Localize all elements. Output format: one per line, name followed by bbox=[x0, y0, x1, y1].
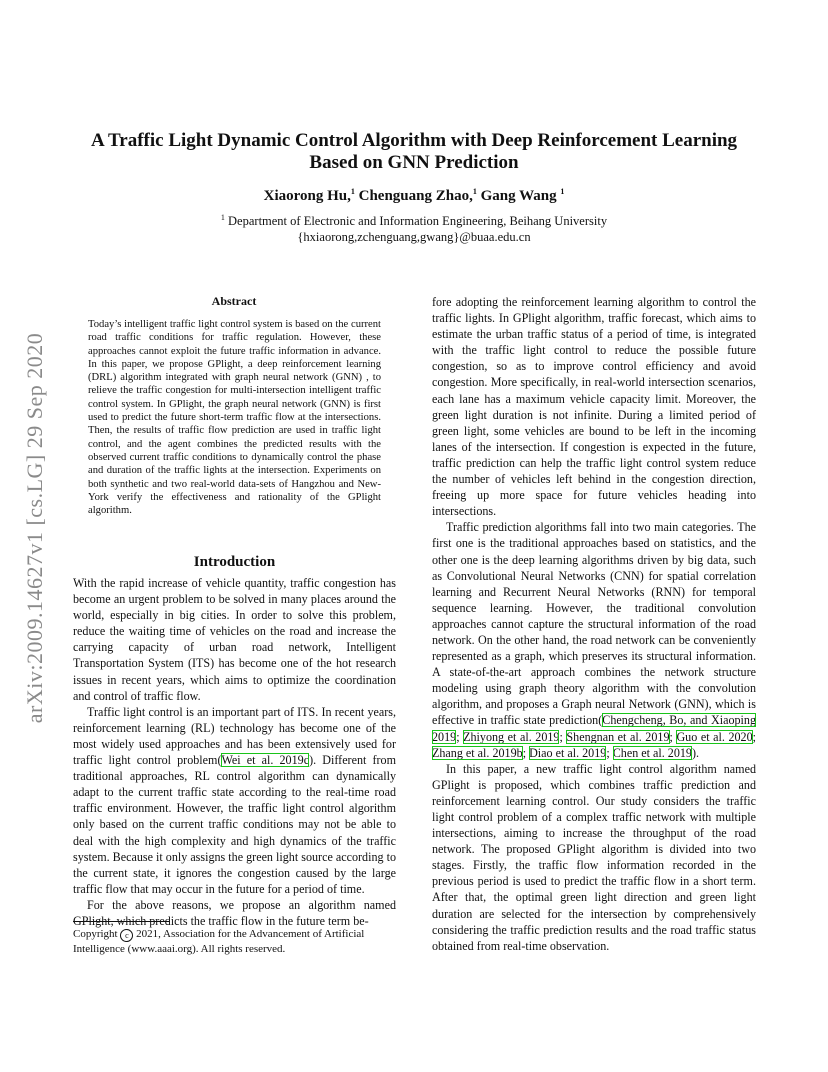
title-line-2: Based on GNN Prediction bbox=[309, 152, 519, 173]
citation-link[interactable]: Guo et al. 2020 bbox=[676, 729, 753, 744]
citation-link[interactable]: Shengnan et al. 2019 bbox=[566, 729, 670, 744]
author-list bbox=[70, 187, 758, 205]
arxiv-sidebar-stamp bbox=[20, 290, 50, 765]
citation-link[interactable]: Zhang et al. 2019b bbox=[432, 745, 523, 760]
author-affiliation-mark: 1 bbox=[560, 187, 565, 196]
citation-link[interactable]: Zhiyong et al. 2019 bbox=[463, 729, 560, 744]
citation-list: Chengcheng, Bo, and Xiaoping 2019; Zhiyong et al. 2019; Shengnan et al. 2019; Guo et al. 2020; Zhang et al. 2019b; Diao et al. 2019; Chen et al. 2019 bbox=[432, 713, 757, 760]
citation-link[interactable]: Wei et al. 2019c bbox=[221, 753, 310, 768]
author-name: Chenguang Zhao, bbox=[358, 188, 473, 204]
paragraph: Traffic prediction algorithms fall into two main categories. The first one is the traditional approaches based on statistics, and the other one is the deep learning algorithms driven by big data, such as Convolutional Neural Networks (CNN) for spatial correlation learning and Recurrent Neural Networks (RNN) for temporal sequence learning. However, the traditional convolution approaches cannot capture the structural information of the road network. On the other hand, the road network can be conveniently represented as a graph, which preserves its structural information. A state-of-the-art approach combines the network structure modeling using graph theory algorithm with the convolution algorithm, and proposes a Graph neural Network (GNN), which is effective in traffic state prediction(Chengcheng, Bo, and Xiaoping 2019; Zhiyong et al. 2019; Shengnan et al. 2019; Guo et al. 2020; Zhang et al. 2019b; Diao et al. 2019; Chen et al. 2019). bbox=[432, 520, 757, 760]
arxiv-identifier: arXiv:2009.14627v1 [cs.LG] 29 Sep 2020 bbox=[22, 332, 47, 723]
author-emails: {hxiaorong,zchenguang,gwang}@buaa.edu.cn bbox=[297, 230, 531, 245]
citation-link[interactable]: Diao et al. 2019 bbox=[529, 745, 607, 760]
paragraph: Traffic light control is an important part of ITS. In recent years, reinforcement learning (RL) technology has become one of the most widely used approaches and has been extensively used for traffic light control problem(Wei et al. 2019c). Different from traditional approaches, RL control algorithm can dynamically adapt to the current traffic state according to the real-time road traffic environment. However, the traffic light control algorithm only based on the current traffic conditions may not be able to deal with the high complexity and high dynamics of the traffic system. Because it only assigns the green light source according to the current state, it ignores the congestion caused by the large traffic flow that may occur in the future for a period of time. bbox=[73, 704, 396, 896]
paper-title bbox=[70, 130, 758, 174]
introduction-heading: Introduction bbox=[193, 554, 276, 570]
paragraph-part-left: For the above reasons, we propose an algorithm named GPlight, which predicts the traffic flow in the future term be- bbox=[73, 897, 396, 928]
author-name: Gang Wang bbox=[480, 188, 557, 204]
author-affiliation-mark: 1 bbox=[350, 187, 355, 196]
footnote-rule bbox=[73, 921, 170, 922]
affiliation-mark: 1 bbox=[220, 213, 225, 222]
paragraph-continued: fore adopting the reinforcement learning algorithm to control the traffic lights. In GPlight algorithm, traffic forecast, which aims to estimate the urban traffic status of a period of time, is integrated with the traffic light control to reduce the possible future congestion, so as to improve control efficiency and avoid congestion. More specifically, in real-world intersection scenarios, each lane has a maximum vehicle capacity limit. Moreover, the green light duration is not infinite. During a limited period of green light, some vehicles are bound to be left in the incoming lanes of the intersection. If congestion is expected in the future, traffic prediction can help the traffic light control system reduce the number of vehicles left behind in the congestion direction, freeing up more space for future vehicles heading into intersections. bbox=[432, 295, 756, 519]
citation-link[interactable]: Chen et al. 2019 bbox=[612, 745, 692, 760]
affiliation-block bbox=[70, 210, 758, 245]
paragraph-split bbox=[73, 897, 396, 929]
left-column-body bbox=[73, 575, 396, 929]
paragraph: With the rapid increase of vehicle quantity, traffic congestion has become an urgent problem to be solved in many places around the world, especially in big cities. In order to solve this problem, reduce the waiting time of vehicles on the road and increase the carrying capacity of urban road network, Intelligent Transportation System (ITS) has become one of the hot research issues in recent years, which aims to optimize the coordination and control of traffic flow. bbox=[73, 576, 396, 703]
abstract-heading: Abstract bbox=[211, 294, 257, 308]
title-line-1: A Traffic Light Dynamic Control Algorithm with Deep Reinforcement Learning bbox=[90, 130, 738, 151]
author-name: Xiaorong Hu, bbox=[263, 188, 351, 204]
citation-link[interactable]: Chengcheng, Bo, and Xiaoping 2019 bbox=[432, 713, 756, 744]
copyright-footnote: Copyright c 2021, Association for the Advancement of Artificial Intelligence (www.aaai.org). All rights reserved. bbox=[73, 928, 365, 955]
author-affiliation-mark: 1 bbox=[472, 187, 477, 196]
affiliation-text: Department of Electronic and Information Engineering, Beihang University bbox=[228, 214, 608, 229]
copyright-icon: c bbox=[120, 929, 133, 942]
abstract-text: Today’s intelligent traffic light control system is based on the current road traffic conditions for traffic regulation. However, these approaches cannot exploit the future traffic information in advance. In this paper, we propose GPlight, a deep reinforcement learning (DRL) algorithm integrated with graph neural network (GNN) , to relieve the traffic congestion for multi-intersection intelligent traffic control system. In GPlight, the graph neural network (GNN) is first used to predict the future short-term traffic flow at the intersections. Then, the results of traffic flow prediction are used in traffic light control, and the agent combines the predicted results with the observed current traffic conditions to dynamically control the phase and duration of the traffic lights at the intersection. Experiments on both synthetic and two real-world data-sets of Hangzhou and New-York verify the effectiveness and rationality of the GPlight algorithm. bbox=[88, 319, 381, 517]
paragraph: In this paper, a new traffic light control algorithm named GPlight is proposed, which combines traffic prediction and reinforcement learning control. Our study considers the traffic light control problem of a complex traffic network with multiple intersections, aiming to increase the throughput of the road network. The proposed GPlight algorithm is divided into two stages. Firstly, the traffic flow information recorded in the previous period is used to predict the traffic flow in a short term. After that, the optimal green light direction and green light duration are selected for the intersection by comprehensively considering the traffic prediction results and the road traffic status obtained from real-time observation. bbox=[432, 761, 756, 953]
right-column-body bbox=[432, 294, 756, 954]
